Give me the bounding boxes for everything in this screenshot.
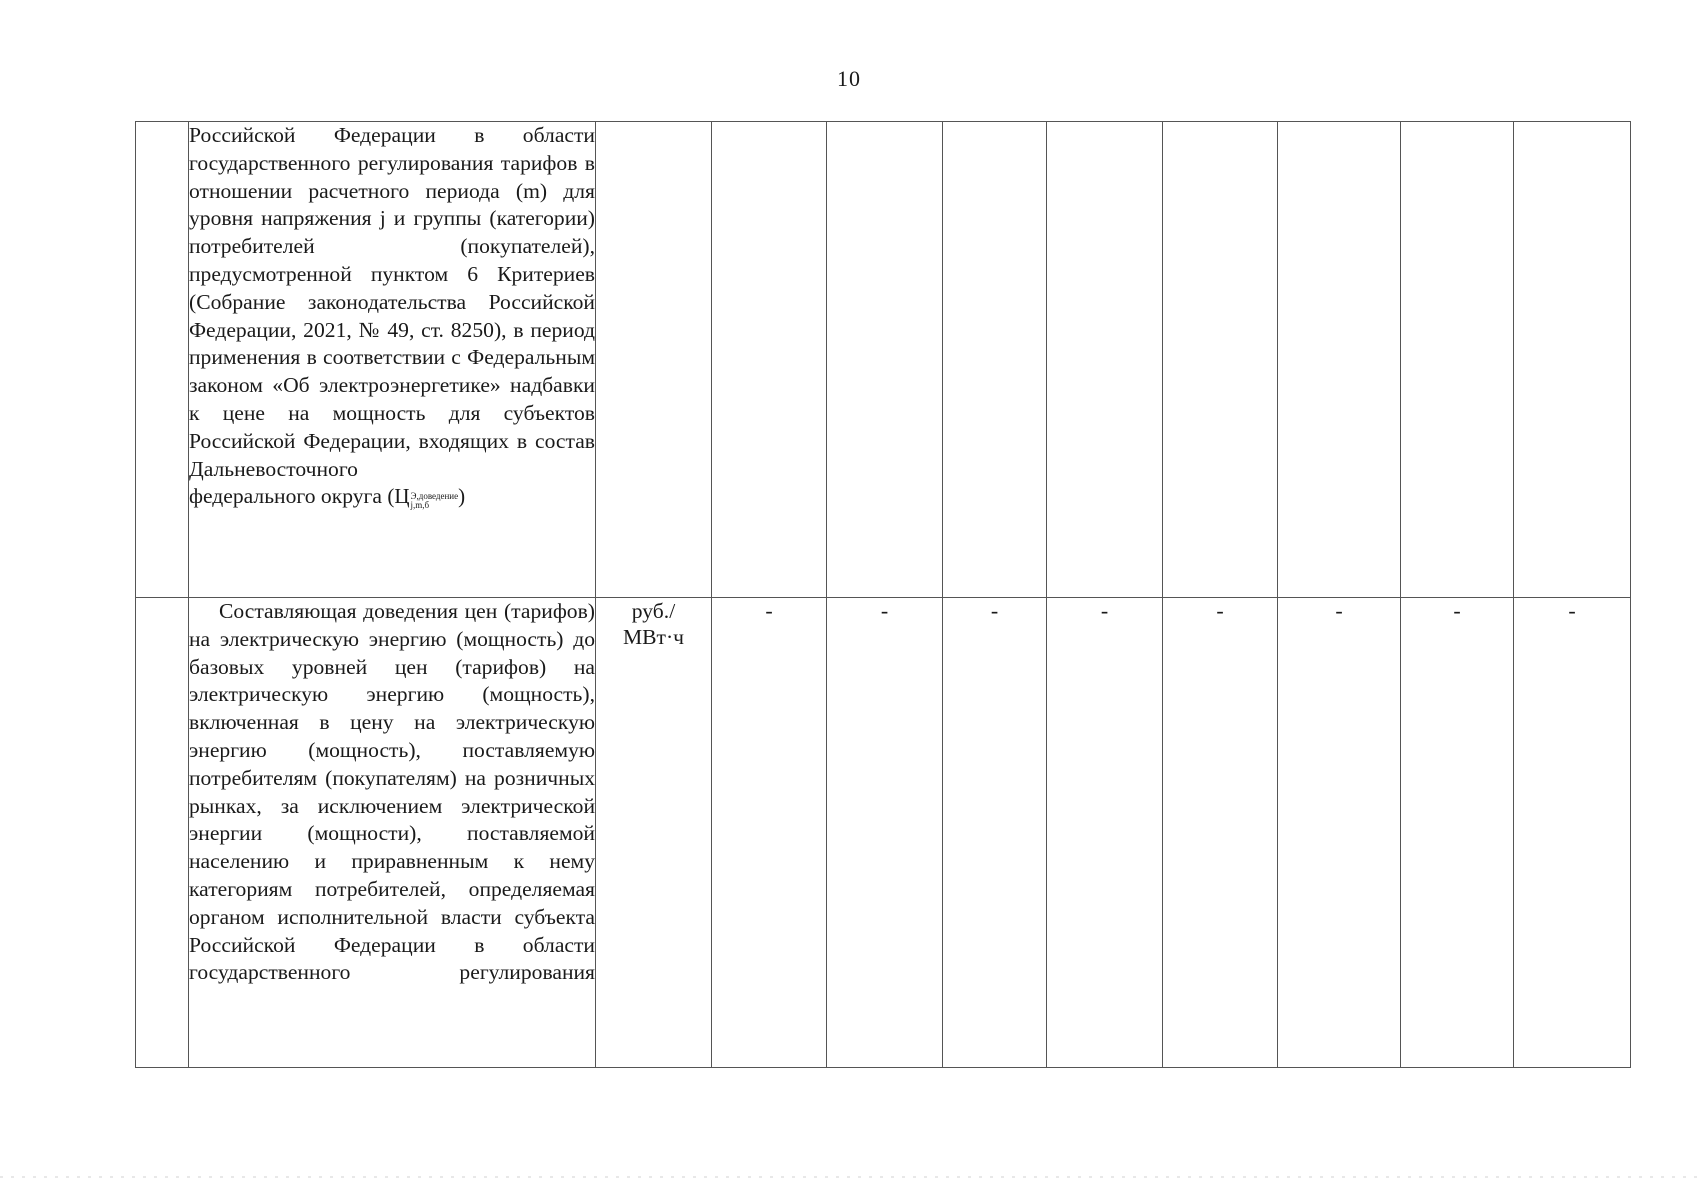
row-description-tail: федерального округа bbox=[189, 484, 382, 509]
table-row bbox=[136, 122, 1631, 598]
row-number-cell bbox=[136, 122, 189, 598]
value-cell bbox=[1163, 122, 1278, 598]
unit-cell bbox=[596, 122, 712, 598]
value-cell bbox=[1047, 122, 1163, 598]
unit-cell bbox=[596, 598, 712, 1068]
value-cell bbox=[1401, 122, 1514, 598]
value-cell bbox=[712, 122, 827, 598]
formula-symbol: (Ц bbox=[387, 484, 410, 509]
table-row bbox=[136, 598, 1631, 1068]
row-description-last-line bbox=[189, 483, 595, 511]
row-description-text: Составляющая доведения цен (тарифов) на электрическую энергию (мощность) до базовых уровней цен (тарифов) на электрическую энергию (мощность), включенная в цену на электрическую энергию (мощность), поставляемую потребителям (покупателям) на розничных рынках, за исключением электрической энергии (мощности), поставляемой населению и приравненным к нему категориям потребителей, определяемая органом исполнительной власти субъекта Российской Федерации в области государственного регулирования bbox=[189, 599, 595, 985]
value-cell: - bbox=[1163, 598, 1278, 1068]
formula-superscript: Э,доведение bbox=[410, 491, 459, 502]
value-cell: - bbox=[1401, 598, 1514, 1068]
formula-close: ) bbox=[458, 484, 466, 509]
page-number: 10 bbox=[837, 66, 861, 91]
row-description-text: Российской Федерации в области государственного регулирования тарифов в отношении расчетного периода (m) для уровня напряжения j и группы (категории) потребителей (покупателей), предусмотренной пунктом 6 Критериев (Собрание законодательства Российской Федерации, 2021, № 49, ст. 8250), в период применения в соответствии с Федеральным законом «Об электроэнергетике» надбавки к цене на мощность для субъектов Российской Федерации, входящих в состав Дальневосточного bbox=[189, 123, 595, 481]
value-cell: - bbox=[827, 598, 943, 1068]
row-description-cell bbox=[189, 122, 596, 598]
row-number-cell bbox=[136, 598, 189, 1068]
tariff-table bbox=[135, 121, 1631, 1068]
value-cell bbox=[827, 122, 943, 598]
value-cell: - bbox=[712, 598, 827, 1068]
scan-noise bbox=[0, 1176, 1698, 1178]
value-cell: - bbox=[1278, 598, 1401, 1068]
formula-indices bbox=[411, 492, 459, 510]
unit-label: руб./ МВт·ч bbox=[622, 599, 685, 649]
value-cell bbox=[943, 122, 1047, 598]
row-description-cell bbox=[189, 598, 596, 1068]
value-cell: - bbox=[943, 598, 1047, 1068]
value-cell: - bbox=[1047, 598, 1163, 1068]
formula-subscript: j,m,б bbox=[410, 500, 430, 511]
value-cell: - bbox=[1514, 598, 1631, 1068]
price-formula bbox=[387, 484, 466, 511]
value-cell bbox=[1278, 122, 1401, 598]
value-cell bbox=[1514, 122, 1631, 598]
